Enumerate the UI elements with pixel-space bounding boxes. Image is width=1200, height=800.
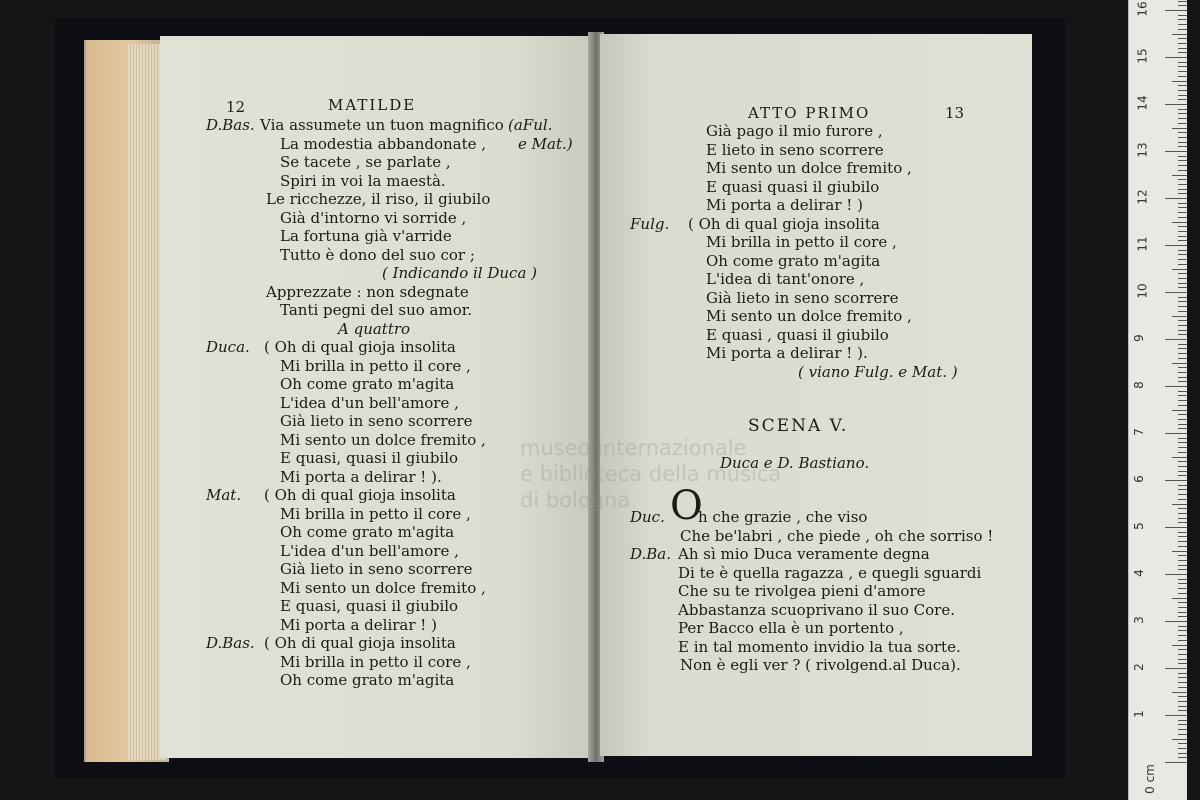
ruler-tick — [1178, 607, 1187, 608]
ruler-tick — [1178, 165, 1187, 166]
ruler-tick — [1178, 207, 1187, 208]
ruler-tick — [1178, 52, 1187, 53]
ruler-tick — [1178, 283, 1187, 284]
ruler-tick — [1178, 226, 1187, 227]
ruler-tick — [1178, 673, 1187, 674]
ruler-tick — [1178, 90, 1187, 91]
ruler-number: 3 — [1131, 616, 1146, 624]
verse-line: Mi porta a delirar ! ). — [706, 344, 868, 362]
ruler-tick — [1178, 400, 1187, 401]
ruler-tick — [1178, 659, 1187, 660]
ruler-tick — [1178, 757, 1187, 758]
ruler-tick — [1178, 48, 1187, 49]
ruler-tick — [1178, 278, 1187, 279]
ruler-tick — [1178, 137, 1187, 138]
speaker-label: Fulg. — [630, 214, 670, 233]
ruler-tick — [1178, 471, 1187, 472]
ruler-tick — [1178, 109, 1187, 110]
verse-line: Già d'intorno vi sorride , — [280, 208, 467, 227]
ruler-tick — [1178, 297, 1187, 298]
ruler-number: 1 — [1131, 710, 1146, 718]
verse-line: ( Oh di qual gioja insolita — [264, 486, 456, 504]
speaker-label: Mat. — [206, 486, 242, 504]
verse-line: Mi porta a delirar ! ) — [280, 615, 437, 634]
ruler-tick — [1178, 99, 1187, 100]
verse-line: Mi brilla in petto il core , — [280, 356, 471, 375]
verse-line: E quasi , quasi il giubilo — [706, 325, 889, 344]
ruler-tick — [1178, 391, 1187, 392]
ruler-tick — [1178, 240, 1187, 241]
verse-line: Se tacete , se parlate , — [280, 153, 451, 171]
ruler-tick — [1172, 457, 1187, 458]
ruler-tick — [1178, 254, 1187, 255]
ruler-tick — [1178, 231, 1187, 232]
speaker-label: D.Ba. — [630, 545, 671, 563]
ruler-tick — [1178, 76, 1187, 77]
ruler-number: 16 — [1135, 1, 1150, 17]
ruler-tick — [1178, 170, 1187, 171]
ruler-tick — [1165, 104, 1187, 105]
ruler-tick — [1178, 311, 1187, 312]
verse-line: Già lieto in seno scorrere — [280, 412, 473, 430]
verse-line: Via assumete un tuon magnifico — [260, 116, 504, 134]
prose-line: h che grazie , che viso — [698, 508, 868, 526]
ruler-tick — [1178, 405, 1187, 406]
ruler-tick — [1178, 184, 1187, 185]
ruler-tick — [1165, 292, 1187, 293]
ruler-tick — [1165, 57, 1187, 58]
verse-line: Già pago il mio furore , — [706, 122, 883, 140]
ruler-tick — [1178, 395, 1187, 396]
prose-line: Che be'labri , che piede , oh che sorriso ! — [680, 526, 994, 545]
verse-line: Le ricchezze, il riso, il giubilo — [266, 190, 491, 208]
verse-line: Già lieto in seno scorrere — [706, 288, 899, 307]
ruler-tick — [1172, 81, 1187, 82]
verse-line: Tutto è dono del suo cor ; — [280, 245, 475, 264]
verse-line: E quasi quasi il giubilo — [706, 177, 880, 196]
ruler-tick — [1178, 616, 1187, 617]
ruler-tick — [1178, 330, 1187, 331]
ruler-tick — [1178, 583, 1187, 584]
ruler-tick — [1172, 739, 1187, 740]
ruler-tick — [1178, 142, 1187, 143]
speaker-label: Duca. — [206, 338, 250, 356]
ruler-tick — [1178, 499, 1187, 500]
stage-aside: e Mat.) — [518, 134, 573, 153]
ruler-tick — [1178, 701, 1187, 702]
ruler-tick — [1178, 428, 1187, 429]
ruler-tick — [1178, 264, 1187, 265]
prose-line: Non è egli ver ? ( rivolgend.al Duca). — [680, 656, 961, 674]
verse-line: Mi sento un dolce fremito , — [280, 578, 486, 597]
ruler-tick — [1178, 179, 1187, 180]
ruler-tick — [1178, 555, 1187, 556]
ruler-tick — [1178, 438, 1187, 439]
ruler-tick — [1172, 222, 1187, 223]
ruler-tick — [1178, 518, 1187, 519]
ruler-tick — [1178, 630, 1187, 631]
verse-line: Apprezzate : non sdegnate — [266, 282, 469, 301]
ruler-tick — [1178, 710, 1187, 711]
ruler-tick — [1178, 19, 1187, 20]
scene-characters: Duca e D. Bastiano. — [720, 454, 870, 472]
ruler-tick — [1178, 753, 1187, 754]
ruler-tick — [1178, 687, 1187, 688]
ruler-tick — [1178, 43, 1187, 44]
ruler-tick — [1178, 193, 1187, 194]
speaker-label: D.Bas. — [206, 116, 255, 134]
verse-line: ( Indicando il Duca ) — [382, 264, 538, 282]
verse-line: L'idea d'un bell'amore , — [280, 393, 459, 412]
verse-line: Mi brilla in petto il core , — [706, 233, 897, 251]
ruler-tick — [1178, 663, 1187, 664]
ruler-tick — [1178, 71, 1187, 72]
ruler-tick — [1178, 414, 1187, 415]
verse-line: Mi brilla in petto il core , — [280, 504, 471, 523]
scene-title: SCENA V. — [748, 416, 849, 436]
ruler-tick — [1178, 212, 1187, 213]
ruler-tick — [1178, 5, 1187, 6]
ruler-tick — [1178, 522, 1187, 523]
ruler-tick — [1178, 118, 1187, 119]
prose-line: Ah sì mio Duca veramente degna — [678, 545, 930, 563]
ruler-tick — [1178, 593, 1187, 594]
ruler-tick — [1178, 24, 1187, 25]
verse-line: Mi sento un dolce fremito , — [280, 430, 486, 449]
ruler-tick — [1165, 480, 1187, 481]
ruler-tick — [1178, 560, 1187, 561]
ruler-tick — [1165, 715, 1187, 716]
ruler-tick — [1178, 113, 1187, 114]
ruler-tick — [1178, 15, 1187, 16]
ruler-tick — [1178, 29, 1187, 30]
ruler-tick — [1178, 85, 1187, 86]
ruler-tick — [1165, 339, 1187, 340]
ruler-tick — [1178, 626, 1187, 627]
verse-line: Tanti pegni del suo amor. — [280, 301, 473, 319]
ruler-tick — [1178, 461, 1187, 462]
ruler-tick — [1178, 320, 1187, 321]
ruler-tick — [1172, 551, 1187, 552]
ruler-tick — [1172, 269, 1187, 270]
verse-line: Oh come grato m'agita — [706, 251, 881, 270]
ruler-tick — [1178, 156, 1187, 157]
ruler-tick — [1178, 485, 1187, 486]
ruler-tick — [1178, 381, 1187, 382]
verse-line: Già lieto in seno scorrere — [280, 560, 473, 578]
ruler-tick — [1178, 452, 1187, 453]
ruler-number: 13 — [1135, 142, 1150, 158]
prose-line: E in tal momento invidio la tua sorte. — [678, 637, 961, 656]
ruler-tick — [1178, 489, 1187, 490]
ruler-number: 4 — [1131, 569, 1146, 577]
ruler-tick — [1165, 762, 1187, 763]
ruler-number: 10 — [1135, 283, 1150, 299]
ruler-tick — [1178, 132, 1187, 133]
ruler-unit-label: 0 cm — [1142, 764, 1157, 794]
ruler-tick — [1165, 10, 1187, 11]
ruler-tick — [1165, 574, 1187, 575]
ruler-tick — [1165, 245, 1187, 246]
verse-line: Oh come grato m'agita — [280, 375, 455, 393]
ruler-number: 11 — [1135, 236, 1150, 252]
ruler-tick — [1178, 123, 1187, 124]
verse-line: E quasi, quasi il giubilo — [280, 597, 459, 615]
ruler-tick — [1178, 344, 1187, 345]
speaker-label: Duc. — [630, 508, 665, 526]
ruler-tick — [1178, 677, 1187, 678]
museum-watermark — [520, 435, 781, 513]
prose-line: Che su te rivolgea pieni d'amore — [678, 582, 926, 600]
ruler-number: 14 — [1135, 95, 1150, 111]
ruler-tick — [1178, 475, 1187, 476]
ruler-tick — [1178, 325, 1187, 326]
ruler-tick — [1165, 527, 1187, 528]
page-number-left: 12 — [226, 98, 246, 116]
ruler-tick — [1178, 494, 1187, 495]
drop-cap-letter: O — [670, 483, 703, 529]
page-number-right: 13 — [945, 104, 965, 122]
ruler-tick — [1172, 410, 1187, 411]
ruler-tick — [1172, 692, 1187, 693]
verse-line: Oh come grato m'agita — [280, 671, 455, 689]
ruler-tick — [1178, 588, 1187, 589]
ruler-number: 15 — [1135, 48, 1150, 64]
ruler-tick — [1178, 696, 1187, 697]
ruler-tick — [1172, 316, 1187, 317]
ruler-number: 7 — [1131, 428, 1146, 436]
ruler-tick — [1178, 306, 1187, 307]
ruler-tick — [1178, 569, 1187, 570]
verse-line: A quattro — [338, 319, 411, 338]
ruler-tick — [1178, 748, 1187, 749]
ruler-tick — [1178, 706, 1187, 707]
prose-line: Abbastanza scuoprivano il suo Core. — [678, 600, 956, 619]
ruler-tick — [1172, 504, 1187, 505]
ruler-tick — [1178, 602, 1187, 603]
ruler-tick — [1178, 250, 1187, 251]
ruler-tick — [1178, 146, 1187, 147]
ruler-tick — [1178, 734, 1187, 735]
ruler-tick — [1178, 334, 1187, 335]
ruler-tick — [1178, 160, 1187, 161]
ruler-tick — [1178, 720, 1187, 721]
ruler-tick — [1178, 424, 1187, 425]
ruler-tick — [1178, 442, 1187, 443]
watermark-line: di bologna — [520, 488, 631, 512]
ruler-tick — [1178, 565, 1187, 566]
ruler-tick — [1178, 372, 1187, 373]
ruler-tick — [1172, 363, 1187, 364]
running-head-left: MATILDE — [328, 96, 417, 114]
right-page — [600, 34, 1032, 756]
speaker-label: D.Bas. — [206, 634, 255, 652]
ruler-tick — [1178, 1, 1187, 2]
ruler-tick — [1178, 358, 1187, 359]
ruler-tick — [1178, 612, 1187, 613]
ruler-number: 12 — [1135, 189, 1150, 205]
ruler-tick — [1178, 466, 1187, 467]
ruler-tick — [1178, 513, 1187, 514]
verse-line: Spiri in voi la maestà. — [280, 171, 446, 190]
ruler-tick — [1178, 508, 1187, 509]
ruler-number: 9 — [1131, 334, 1146, 342]
ruler-tick — [1165, 151, 1187, 152]
verse-line: Mi sento un dolce fremito , — [706, 159, 912, 177]
ruler-tick — [1172, 645, 1187, 646]
verse-line: ( Oh di qual gioja insolita — [264, 338, 456, 356]
verse-line: La modestia abbandonate , — [280, 134, 487, 153]
verse-line: Mi sento un dolce fremito , — [706, 307, 912, 325]
ruler-tick — [1178, 724, 1187, 725]
ruler-tick — [1178, 62, 1187, 63]
verse-line: Mi porta a delirar ! ). — [280, 467, 442, 486]
ruler-tick — [1172, 598, 1187, 599]
running-head-right: ATTO PRIMO — [748, 104, 871, 122]
ruler-tick — [1178, 532, 1187, 533]
ruler-tick — [1165, 433, 1187, 434]
ruler-tick — [1165, 386, 1187, 387]
verse-line: L'idea di tant'onore , — [706, 270, 865, 288]
verse-line: La fortuna già v'arride — [280, 227, 452, 245]
ruler-tick — [1178, 649, 1187, 650]
ruler-tick — [1178, 236, 1187, 237]
ruler-tick — [1178, 301, 1187, 302]
verse-line: E quasi, quasi il giubilo — [280, 449, 459, 467]
prose-line: Per Bacco ella è un portento , — [678, 619, 904, 637]
ruler-tick — [1178, 287, 1187, 288]
verse-line: Oh come grato m'agita — [280, 523, 455, 541]
watermark-line: museo internazionale — [520, 436, 747, 460]
ruler-tick — [1178, 66, 1187, 67]
verse-line: E lieto in seno scorrere — [706, 140, 884, 159]
verse-line: ( Oh di qual gioja insolita — [264, 634, 456, 652]
ruler-tick — [1178, 95, 1187, 96]
ruler-tick — [1178, 546, 1187, 547]
ruler-tick — [1178, 729, 1187, 730]
ruler-tick — [1178, 353, 1187, 354]
ruler-tick — [1165, 621, 1187, 622]
left-page — [160, 36, 592, 758]
watermark-line: e biblioteca della musica — [520, 462, 782, 486]
prose-line: Di te è quella ragazza , e quegli sguardi — [678, 563, 982, 582]
ruler-number: 8 — [1131, 381, 1146, 389]
verse-line: Mi brilla in petto il core , — [280, 652, 471, 671]
ruler-tick — [1178, 377, 1187, 378]
ruler-number: 2 — [1131, 663, 1146, 671]
ruler-tick — [1172, 175, 1187, 176]
ruler-tick — [1178, 536, 1187, 537]
ruler-tick — [1178, 654, 1187, 655]
ruler-tick — [1178, 203, 1187, 204]
verse-line: Mi porta a delirar ! ) — [706, 196, 863, 214]
ruler-tick — [1178, 419, 1187, 420]
verse-line: ( viano Fulg. e Mat. ) — [798, 362, 958, 381]
stage-aside: (aFul. — [508, 116, 553, 134]
ruler-tick — [1172, 34, 1187, 35]
ruler-tick — [1165, 198, 1187, 199]
ruler-tick — [1178, 189, 1187, 190]
measurement-ruler — [1128, 0, 1187, 800]
ruler-tick — [1178, 273, 1187, 274]
ruler-tick — [1178, 743, 1187, 744]
ruler-tick — [1178, 682, 1187, 683]
ruler-tick — [1178, 259, 1187, 260]
verse-line: ( Oh di qual gioja insolita — [688, 214, 880, 233]
ruler-number: 5 — [1131, 522, 1146, 530]
ruler-tick — [1178, 447, 1187, 448]
ruler-tick — [1178, 367, 1187, 368]
ruler-tick — [1178, 348, 1187, 349]
verse-line: L'idea d'un bell'amore , — [280, 541, 459, 560]
ruler-number: 6 — [1131, 475, 1146, 483]
ruler-tick — [1178, 541, 1187, 542]
ruler-tick — [1178, 38, 1187, 39]
ruler-tick — [1178, 217, 1187, 218]
ruler-tick — [1165, 668, 1187, 669]
ruler-tick — [1178, 579, 1187, 580]
ruler-tick — [1178, 640, 1187, 641]
ruler-tick — [1178, 635, 1187, 636]
ruler-tick — [1172, 128, 1187, 129]
